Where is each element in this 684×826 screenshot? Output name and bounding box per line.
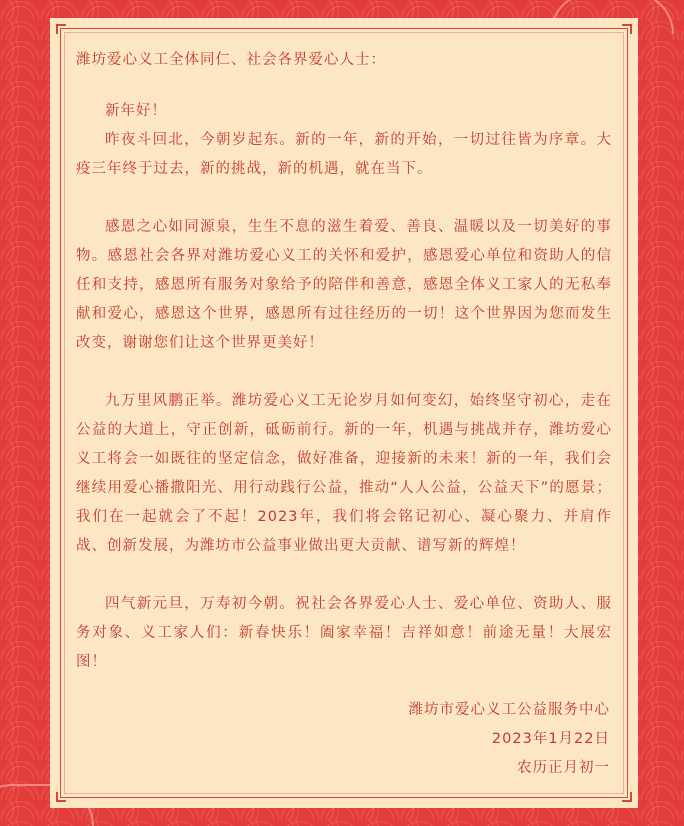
corner-ornament-icon — [622, 24, 632, 34]
letter-paragraph-1: 昨夜斗回北，今朝岁起东。新的一年，新的开始，一切过往皆为序章。大疫三年终于过去，新的挑战，新的机遇，就在当下。 — [76, 132, 612, 177]
signature-date: 2023年1月22日 — [491, 731, 610, 747]
letter-salutation: 潍坊爱心义工全体同仁、社会各界爱心人士： — [76, 52, 386, 68]
corner-ornament-icon — [56, 792, 66, 802]
letter-greeting: 新年好！ — [105, 103, 167, 119]
signature-lunar-date: 农历正月初一 — [517, 760, 610, 776]
letter-paragraph-3: 九万里风鹏正举。潍坊爱心义工无论岁月如何变幻，始终坚守初心，走在公益的大道上，守正创新，砥砺前行。新的一年，机遇与挑战并存，潍坊爱心义工将会一如既往的坚定信念，做好准备，迎接新的未来！新的一年，我们会继续用爱心播撒阳光、用行动践行公益，推动“人人公益，公益天下”的愿景；我们在一起就会了不起！2023年，我们将会铭记初心、凝心聚力、并肩作战、创新发展，为潍坊市公益事业做出更大贡献、谱写新的辉煌！ — [76, 393, 612, 554]
letter-signature — [409, 696, 611, 783]
letter-body — [76, 46, 612, 706]
corner-ornament-icon — [622, 792, 632, 802]
letter-paper — [50, 18, 638, 808]
letter-paragraph-2: 感恩之心如同源泉，生生不息的滋生着爱、善良、温暖以及一切美好的事物。感恩社会各界对潍坊爱心义工的关怀和爱护，感恩爱心单位和资助人的信任和支持，感恩所有服务对象给予的陪伴和善意，感恩全体义工家人的无私奉献和爱心，感恩这个世界，感恩所有过往经历的一切！这个世界因为您而发生改变，谢谢您们让这个世界更美好！ — [76, 219, 612, 351]
corner-ornament-icon — [56, 24, 66, 34]
signature-organization: 潍坊市爱心义工公益服务中心 — [408, 702, 610, 718]
letter-paragraph-4: 四气新元旦，万寿初今朝。祝社会各界爱心人士、爱心单位、资助人、服务对象、义工家人们：新春快乐！阖家幸福！吉祥如意！前途无量！大展宏图！ — [76, 596, 612, 670]
